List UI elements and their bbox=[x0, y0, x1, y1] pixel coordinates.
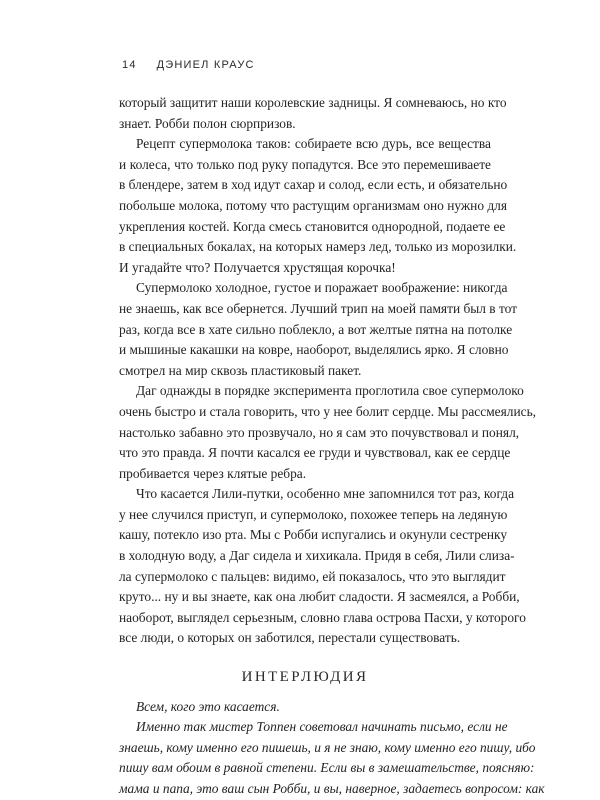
paragraph bbox=[119, 278, 518, 381]
letter-text bbox=[119, 697, 545, 800]
text-line: Всем, кого это касается. bbox=[136, 698, 280, 714]
text-line: в блендере, затем в ход идут сахар и солод, если есть, и обязательно bbox=[119, 177, 508, 193]
text-line: пробивается через клятые ребра. bbox=[119, 465, 307, 481]
text-line: И угадайте что? Получается хрустящая корочка! bbox=[119, 259, 396, 275]
paragraph bbox=[119, 134, 517, 278]
text-line: который защитит наши королевские задницы. Я сомневаюсь, но кто bbox=[119, 95, 507, 110]
paragraph bbox=[119, 381, 537, 484]
text-line: раз, когда все в хате сильно поблекло, а вот желтые пятна на потолке bbox=[119, 321, 513, 337]
text-line: круто... ну и вы знаете, как она любит сладости. Я засмеялся, а Робби, bbox=[119, 589, 520, 605]
text-line: очень быстро и стала говорить, что у нее болит сердце. Мы рассмеялись, bbox=[119, 403, 537, 419]
text-line: мама и папа, это ваш сын Робби, и вы, наверное, задаетесь вопросом: как bbox=[119, 781, 545, 796]
body-text bbox=[119, 93, 545, 800]
text-line: Даг однажды в порядке эксперимента проглотила свое супермолоко bbox=[136, 383, 524, 399]
text-line: в холодную воду, а Даг сидела и хихикала. Придя в себя, Лили слиза- bbox=[119, 548, 515, 564]
text-line: в специальных бокалах, на которых намерз лед, только из морозилки. bbox=[119, 239, 517, 255]
chapter-text bbox=[119, 93, 537, 649]
text-line: знаешь, кому именно его пишешь, и я не знаю, кому именно его пишу, ибо bbox=[119, 739, 536, 755]
section-title: ИНТЕРЛЮДИЯ bbox=[241, 669, 369, 686]
text-line: пишу вам обоим в равной степени. Если вы в замешательстве, поясняю: bbox=[119, 760, 535, 776]
paragraph bbox=[119, 697, 491, 718]
text-line: и колеса, что только под руку попадутся. Все это перемешиваете bbox=[119, 156, 491, 172]
text-line: что это правда. Я почти касался ее груди и чувствовал, как ее сердце bbox=[119, 445, 511, 461]
text-line: знает. Робби полон сюрпризов. bbox=[119, 115, 296, 131]
text-line: и мышиные какашки на ковре, наоборот, выделялись ярко. Я словно bbox=[119, 342, 509, 358]
text-line: все люди, о которых он заботился, перестали существовать. bbox=[119, 630, 461, 646]
text-line: побольше молока, потому что растущим организмам оно нужно для bbox=[119, 197, 508, 213]
text-line: настолько забавно это прозвучало, но я сам это почувствовал и понял, bbox=[119, 424, 520, 440]
text-line: ла супермолоко с пальцев: видимо, ей показалось, что это выглядит bbox=[119, 568, 506, 584]
text-line: наоборот, выглядел серьезным, словно глава острова Пасхи, у которого bbox=[119, 609, 526, 625]
text-line: Супермолоко холодное, густое и поражает воображение: никогда bbox=[136, 280, 508, 296]
text-line: у нее случился приступ, и супермолоко, похожее теперь на ледяную bbox=[119, 506, 508, 522]
paragraph bbox=[119, 717, 545, 799]
paragraph bbox=[119, 93, 507, 134]
running-head-author: ДЭНИЕЛ КРАУС bbox=[156, 59, 255, 71]
paragraph bbox=[119, 484, 526, 649]
text-line: укрепления костей. Когда смесь становится однородной, подаете ее bbox=[119, 218, 506, 234]
text-line: не знаешь, как все обернется. Лучший трип на моей памяти был в тот bbox=[119, 300, 518, 316]
text-line: Именно так мистер Топпен советовал начинать письмо, если не bbox=[136, 719, 508, 735]
page-number: 14 bbox=[122, 59, 137, 71]
text-line: кашу, потекло изо рта. Мы с Робби испугались и окунули сестренку bbox=[119, 527, 508, 543]
text-line: Рецепт супермолока таков: собираете всю дурь, все вещества bbox=[136, 136, 491, 152]
text-line: Что касается Лили-путки, особенно мне запомнился тот раз, когда bbox=[136, 486, 515, 502]
text-line: смотрел на мир сквозь пластиковый пакет. bbox=[119, 362, 362, 378]
page-header bbox=[122, 59, 255, 71]
